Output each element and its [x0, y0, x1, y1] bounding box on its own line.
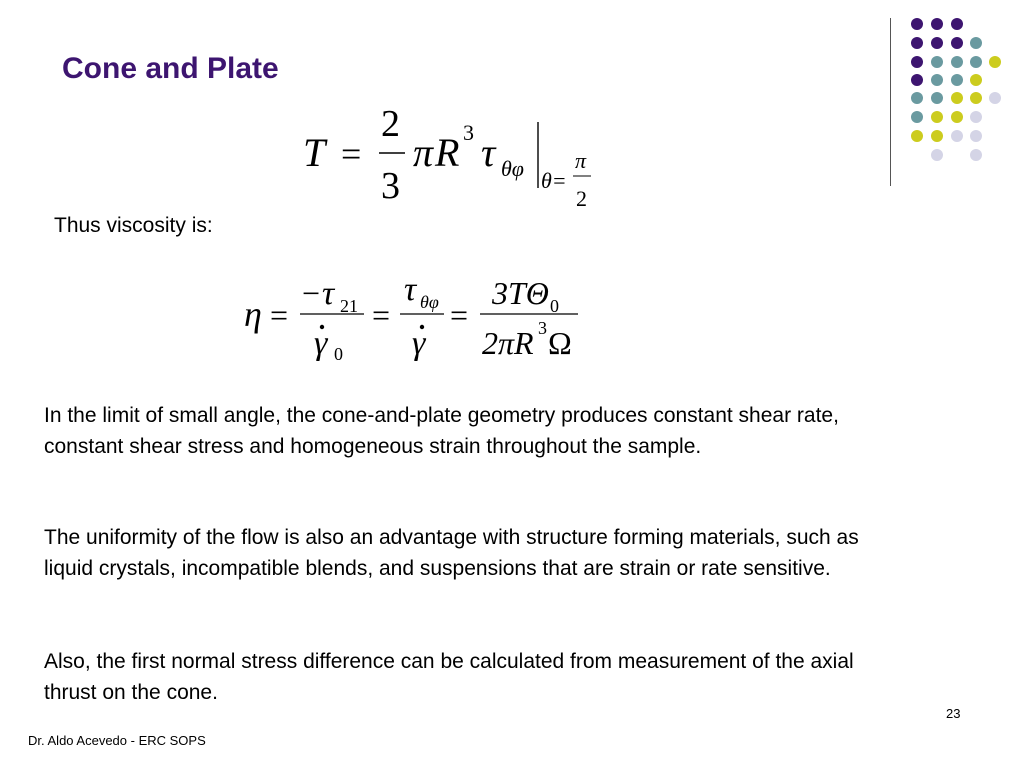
decor-dot	[931, 111, 943, 123]
eq2-f2-gamma: γ	[412, 325, 426, 362]
eq2-f2-tau-sub: θφ	[420, 292, 439, 312]
eq1-equals: =	[341, 134, 362, 174]
paragraph-normal-stress: Also, the first normal stress difference can be calculated from measurement of the axial thrust on the cone.	[44, 650, 854, 704]
eq1-pi: π	[413, 130, 434, 175]
eq1-lhs: T	[303, 130, 326, 175]
eq2-f3-num: 3TΘ	[492, 275, 549, 311]
decor-dot	[911, 74, 923, 86]
decor-dot	[911, 111, 923, 123]
decor-dot	[951, 74, 963, 86]
decor-dot	[951, 18, 963, 30]
decor-dot	[931, 37, 943, 49]
eq2-f1-gamma: γ	[314, 325, 328, 362]
eq1-eval-den: 2	[576, 186, 587, 210]
decor-dot	[931, 56, 943, 68]
eq2-f3-den-a: 2πR	[482, 325, 534, 361]
decor-dot	[911, 37, 923, 49]
divider-line	[890, 18, 891, 186]
eq2-eta: η	[244, 294, 262, 334]
footer-author: Dr. Aldo Acevedo - ERC SOPS	[28, 733, 206, 748]
eq2-f3-num-sub: 0	[550, 296, 559, 316]
paragraph-uniformity: The uniformity of the flow is also an advantage with structure forming materials, such as liquid crystals, incompatible blends, and suspensions that are strain or rate sensitive.	[44, 526, 859, 580]
decor-dot	[931, 18, 943, 30]
eq1-tau-sub: θφ	[501, 156, 524, 181]
decor-dot	[951, 56, 963, 68]
page-number: 23	[946, 706, 961, 721]
eq2-equals-3: =	[450, 297, 469, 333]
viscosity-equation	[240, 268, 600, 368]
eq2-f1-minus: −	[302, 275, 321, 311]
eq1-eval-num: π	[575, 148, 587, 173]
eq2-f3-den-b: Ω	[548, 325, 572, 361]
eq2-f2-tau: τ	[404, 271, 417, 308]
decor-dot	[970, 92, 982, 104]
paragraph-small-angle: In the limit of small angle, the cone-and-plate geometry produces constant shear rate, constant shear stress and homogeneous strain throughout the sample.	[44, 404, 839, 458]
eq1-eval-sub: θ=	[541, 168, 567, 193]
slide-title: Cone and Plate	[62, 52, 279, 85]
decor-dot	[989, 56, 1001, 68]
decor-dot	[970, 111, 982, 123]
eq2-f1-tau: τ	[322, 275, 335, 312]
eq1-frac-den: 3	[381, 165, 400, 207]
decor-dot	[931, 130, 943, 142]
decor-dot	[989, 92, 1001, 104]
decor-dot	[970, 74, 982, 86]
decor-dot	[951, 130, 963, 142]
decor-dot	[931, 74, 943, 86]
eq2-f1-gamma-sub: 0	[334, 344, 343, 364]
decor-dot	[951, 92, 963, 104]
eq1-tau: τ	[481, 130, 496, 175]
viscosity-intro: Thus viscosity is:	[54, 214, 213, 237]
decor-dot	[970, 56, 982, 68]
decor-dot	[931, 149, 943, 161]
eq1-R-exp: 3	[463, 120, 474, 145]
eq1-frac-num: 2	[381, 103, 400, 145]
eq1-R: R	[435, 130, 460, 175]
eq2-f3-den-exp: 3	[538, 318, 547, 338]
decor-dot	[911, 92, 923, 104]
decor-dot	[970, 149, 982, 161]
decor-dot	[951, 37, 963, 49]
decor-dot	[931, 92, 943, 104]
decor-dot	[911, 130, 923, 142]
decor-dot	[911, 18, 923, 30]
decor-dot	[911, 56, 923, 68]
decor-dot	[970, 37, 982, 49]
decor-dot	[970, 130, 982, 142]
torque-equation	[295, 100, 615, 210]
eq2-equals-1: =	[270, 297, 289, 333]
decor-dot	[951, 111, 963, 123]
eq2-equals-2: =	[372, 297, 391, 333]
eq2-f1-tau-sub: 21	[340, 296, 358, 316]
